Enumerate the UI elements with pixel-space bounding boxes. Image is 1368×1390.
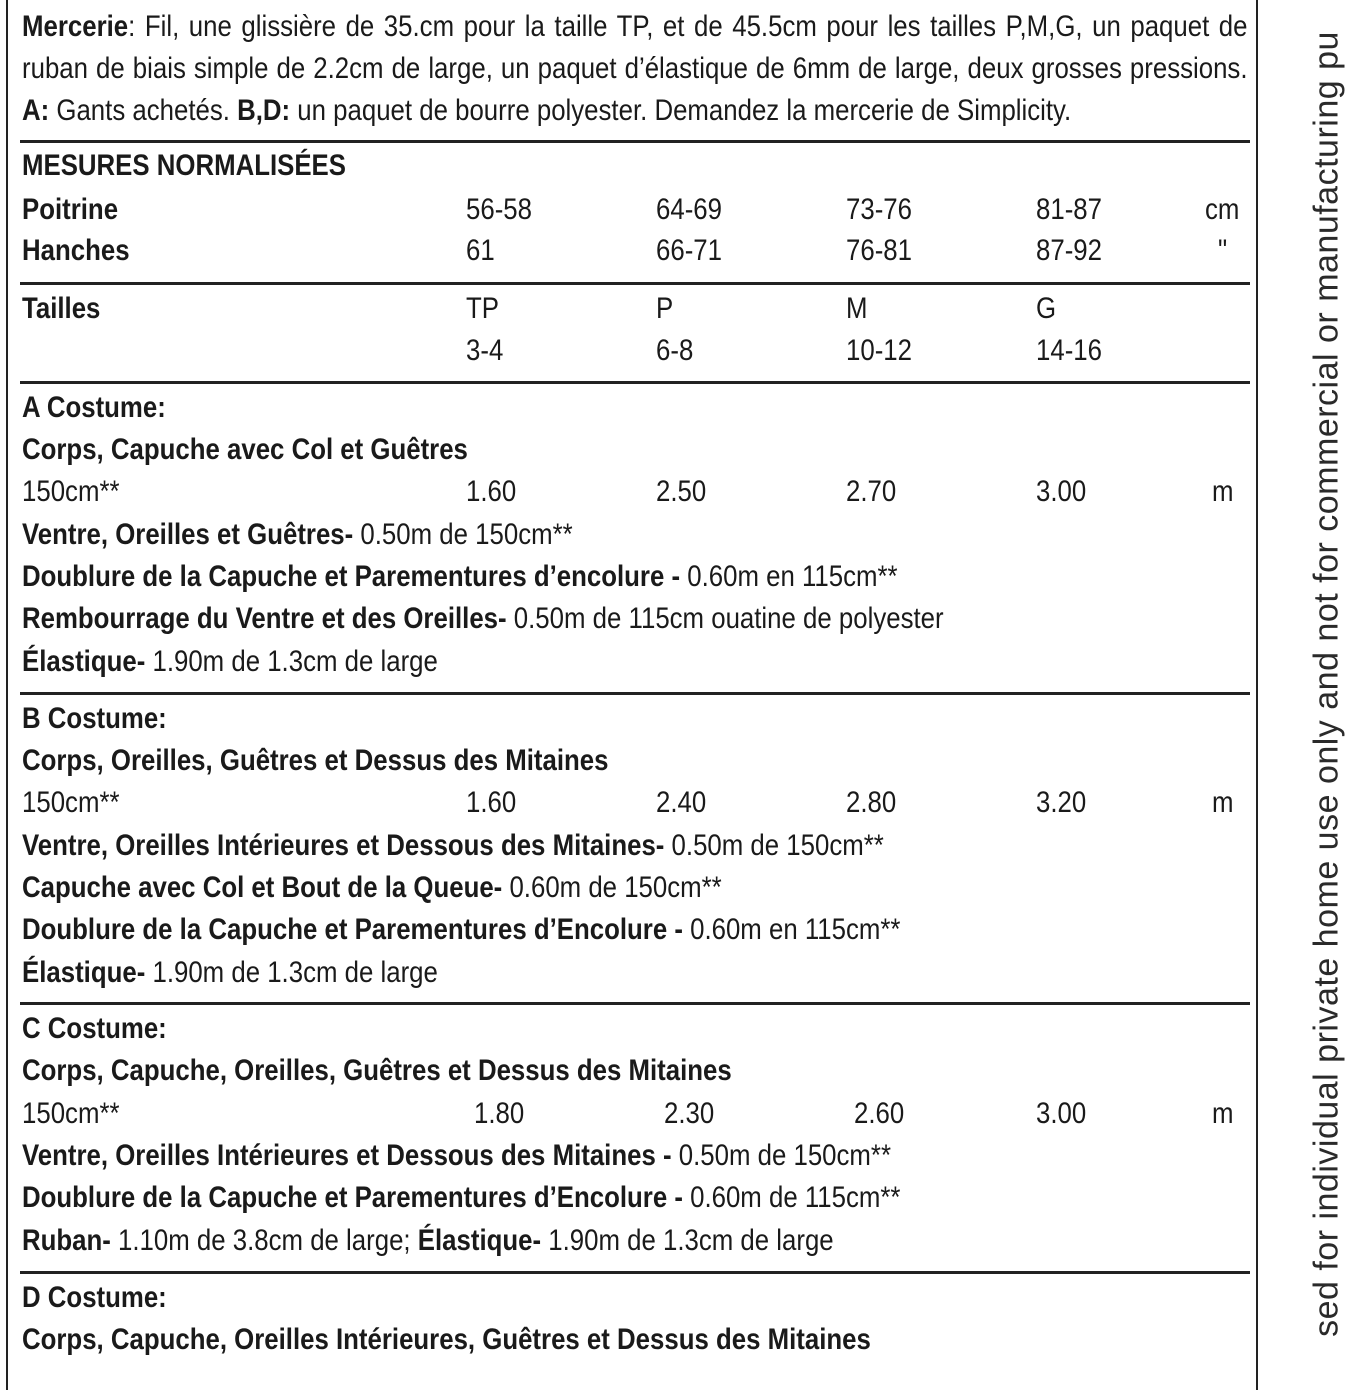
yardage-value: 3.00 <box>1036 1097 1087 1130</box>
divider <box>20 282 1250 285</box>
notions-a-text: Gants achetés. <box>49 94 238 127</box>
material-label: Élastique- <box>22 956 146 989</box>
material-label: Capuche avec Col et Bout de la Queue- <box>22 871 503 904</box>
costume-a-fabric: 150cm** <box>22 475 120 508</box>
size-code: G <box>1036 292 1057 325</box>
material-label: Élastique- <box>22 645 146 678</box>
yardage-value: 3.20 <box>1036 786 1087 819</box>
notions-label: Mercerie <box>22 10 129 43</box>
material-text: 0.50m de 150cm** <box>664 829 884 862</box>
material-text: 0.60m de 150cm** <box>502 871 722 904</box>
yardage-value: 2.30 <box>664 1097 715 1130</box>
material-label: Doublure de la Capuche et Parementures d’Encolure - <box>22 1181 683 1214</box>
material-text: 0.50m de 150cm** <box>671 1139 892 1172</box>
yardage-unit: m <box>1212 475 1234 508</box>
material-label: Ruban- <box>22 1224 111 1257</box>
yardage-value: 1.60 <box>466 786 517 819</box>
material-label: Élastique- <box>417 1224 542 1257</box>
costume-b-title: B Costume: <box>22 702 167 735</box>
costume-d-main: Corps, Capuche, Oreilles Intérieures, Guêtres et Dessus des Mitaines <box>22 1323 871 1356</box>
material-text: 0.60m de 115cm** <box>682 1181 901 1214</box>
hip-value: 66-71 <box>656 234 722 267</box>
material-text: 1.90m de 1.3cm de large <box>541 1224 834 1257</box>
material-text: 0.50m de 115cm ouatine de polyester <box>506 602 944 635</box>
chest-value: 56-58 <box>466 193 532 226</box>
costume-b-main: Corps, Oreilles, Guêtres et Dessus des Mitaines <box>22 744 609 777</box>
divider <box>20 381 1250 384</box>
size-code: P <box>656 292 674 325</box>
material-label: Ventre, Oreilles et Guêtres- <box>22 518 354 551</box>
material-text: 1.90m de 1.3cm de large <box>145 645 438 678</box>
hip-unit: " <box>1218 234 1228 267</box>
material-line <box>22 910 900 950</box>
chest-label: Poitrine <box>22 193 119 226</box>
material-text: 0.60m en 115cm** <box>682 913 901 946</box>
costume-c-fabric: 150cm** <box>22 1097 120 1130</box>
yardage-value: 2.40 <box>656 786 707 819</box>
material-label: Ventre, Oreilles Intérieures et Dessous des Mitaines- <box>22 829 665 862</box>
measures-title: MESURES NORMALISÉES <box>22 149 346 182</box>
size-number: 14-16 <box>1036 334 1102 367</box>
material-line <box>22 1221 834 1261</box>
hip-value: 87-92 <box>1036 234 1102 267</box>
divider <box>20 692 1250 695</box>
yardage-value: 1.80 <box>474 1097 525 1130</box>
material-line <box>22 868 722 908</box>
notions-a-label: A: <box>22 94 50 127</box>
side-notice <box>1292 0 1362 1368</box>
size-number: 3-4 <box>466 334 504 367</box>
chest-value: 64-69 <box>656 193 722 226</box>
chest-unit: cm <box>1205 193 1240 226</box>
material-line <box>22 642 438 682</box>
costume-b-fabric: 150cm** <box>22 786 120 819</box>
costume-a-main: Corps, Capuche avec Col et Guêtres <box>22 433 468 466</box>
material-label: Doublure de la Capuche et Parementures d’Encolure - <box>22 913 683 946</box>
size-code: TP <box>466 292 499 325</box>
material-line <box>22 599 944 639</box>
material-line <box>22 953 438 993</box>
hip-value: 76-81 <box>846 234 912 267</box>
divider <box>20 140 1250 143</box>
costume-a-title: A Costume: <box>22 391 166 424</box>
material-line <box>22 515 573 555</box>
size-code: M <box>846 292 868 325</box>
material-line <box>22 1136 891 1176</box>
sizes-label: Tailles <box>22 292 101 325</box>
yardage-value: 2.80 <box>846 786 897 819</box>
chest-value: 81-87 <box>1036 193 1102 226</box>
costume-c-title: C Costume: <box>22 1012 167 1045</box>
divider <box>20 1002 1250 1005</box>
side-notice-text: sed for individual private home use only and not for commercial or manufacturing pu <box>1307 31 1346 1337</box>
notions-text: : Fil, une glissière de 35.cm pour la taille TP, et de 45.5cm pour les tailles P,M,G, un paquet de ruban de biais simple de 2.2cm de large, un paquet d’élastique de 6mm de large, deux grosses pressions. <box>22 10 1248 85</box>
costume-c-main: Corps, Capuche, Oreilles, Guêtres et Dessus des Mitaines <box>22 1054 732 1087</box>
material-label: Doublure de la Capuche et Parementures d’encolure - <box>22 560 681 593</box>
size-number: 6-8 <box>656 334 694 367</box>
size-number: 10-12 <box>846 334 912 367</box>
divider <box>20 1271 1250 1274</box>
notions-paragraph <box>22 6 1248 132</box>
material-text: 0.50m de 150cm** <box>353 518 573 551</box>
yardage-value: 2.60 <box>854 1097 905 1130</box>
material-text: 0.60m en 115cm** <box>680 560 898 593</box>
yardage-value: 2.70 <box>846 475 897 508</box>
notions-bd-text: un paquet de bourre polyester. Demandez la mercerie de Simplicity. <box>290 94 1072 127</box>
yardage-value: 2.50 <box>656 475 707 508</box>
yardage-value: 3.00 <box>1036 475 1087 508</box>
material-text: 1.90m de 1.3cm de large <box>145 956 438 989</box>
notions-bd-label: B,D: <box>237 94 291 127</box>
costume-d-title: D Costume: <box>22 1281 167 1314</box>
yardage-unit: m <box>1212 1097 1234 1130</box>
yardage-value: 1.60 <box>466 475 517 508</box>
material-label: Rembourrage du Ventre et des Oreilles- <box>22 602 507 635</box>
yardage-unit: m <box>1212 786 1234 819</box>
material-text: 1.10m de 3.8cm de large; <box>110 1224 418 1257</box>
material-line <box>22 826 884 866</box>
hip-value: 61 <box>466 234 495 267</box>
chest-value: 73-76 <box>846 193 912 226</box>
material-label: Ventre, Oreilles Intérieures et Dessous des Mitaines - <box>22 1139 672 1172</box>
hip-label: Hanches <box>22 234 130 267</box>
material-line <box>22 1178 900 1218</box>
material-line <box>22 557 898 597</box>
